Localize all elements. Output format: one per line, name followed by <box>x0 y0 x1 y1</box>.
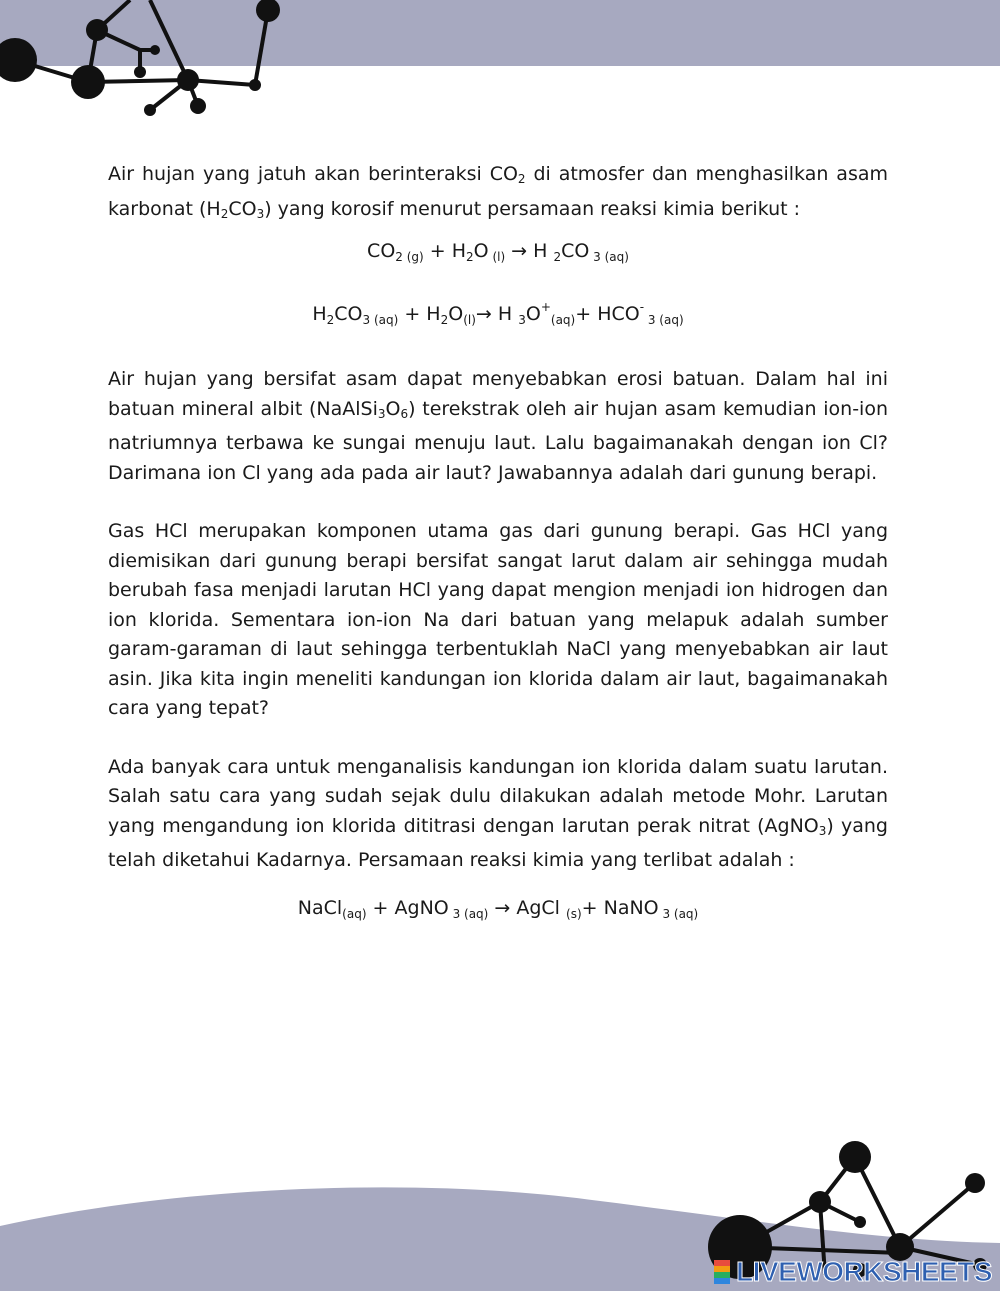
equation-carbonic-acid-formation: $CO_{2 (g)} + H_2O$ $_{(l)}$ → H $_2$CO $_{3 (aq)}$ <box>367 240 629 264</box>
top-molecule-decoration <box>0 0 300 120</box>
liveworksheets-watermark <box>714 1257 992 1287</box>
paragraph-2: Air hujan yang bersifat asam dapat menyebabkan erosi batuan. Dalam hal ini batuan mineral albit $(NaAlSi_3O_6)$ terekstrak oleh air hujan asam kemudian ion-ion natriumnya terbawa ke sungai menuju laut. Lalu bagaimanakah dengan ion Cl? Darimana ion Cl yang ada pada air laut? Jawabannya adalah dari gunung berapi. <box>108 368 888 484</box>
liveworksheets-badge-icon <box>714 1260 730 1284</box>
paragraph-3: Gas HCl merupakan komponen utama gas dari gunung berapi. Gas HCl yang diemisikan dari gunung berapi bersifat sangat larut dalam air sehingga mudah berubah fasa menjadi larutan HCl yang dapat mengion menjadi ion hidrogen dan ion klorida. Sementara ion-ion Na dari batuan yang melapuk adalah sumber garam-garaman di laut sehingga terbentuklah NaCl yang menyebabkan air laut asin. Jika kita ingin meneliti kandungan ion klorida dalam air laut, bagaimanakah cara yang tepat? <box>108 520 888 719</box>
equation-carbonic-acid-dissociation: $H_2CO_{3 (aq)} + H_2O_{(l)}\to H$ $_3O^+_{(aq)}+ HCO^-$ $_{3 (aq)}$ <box>312 299 684 327</box>
equation-silver-chloride-precipitation: NaCl$_{(aq)}$ + AgNO $_{3 (aq)}$ → AgCl $_{(s)}$+ NaNO $_{3 (aq)}$ <box>297 896 699 921</box>
watermark-text: LIVEWORKSHEETS <box>736 1256 992 1287</box>
paragraph-4: Ada banyak cara untuk menganalisis kandungan ion klorida dalam suatu larutan. Salah satu cara yang sudah sejak dulu dilakukan adalah metode Mohr. Larutan yang mengandung ion klorida dititrasi dengan larutan perak nitrat (AgNO$_3$) yang telah diketahui Kadarnya. Persamaan reaksi kimia yang terlibat adalah : <box>108 755 888 871</box>
reaction-arrow: → <box>475 302 498 325</box>
document-body <box>108 160 888 929</box>
reaction-arrow: → <box>488 896 517 919</box>
paragraph-1: Air hujan yang jatuh akan berinteraksi $CO_2$ di atmosfer dan menghasilkan asam karbonat $(H_2CO_3)$ yang korosif menurut persamaan reaksi kimia berikut : <box>108 163 888 221</box>
reaction-arrow: → <box>505 240 534 262</box>
